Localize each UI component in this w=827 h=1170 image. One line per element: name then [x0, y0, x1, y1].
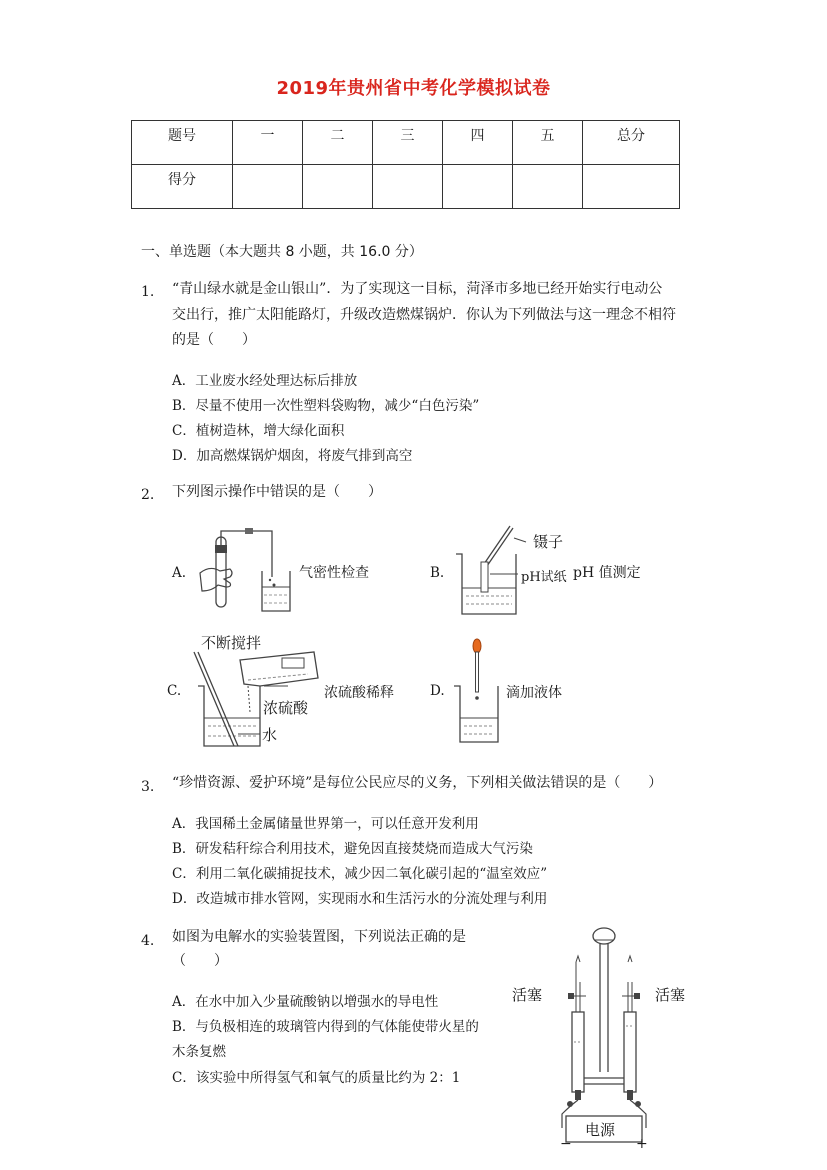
option-a[interactable]: A．在水中加入少量硫酸钠以增强水的导电性 [172, 994, 439, 1010]
option-a[interactable]: A．工业废水经处理达标后排放 [172, 373, 358, 389]
score-input-cell[interactable] [233, 165, 303, 209]
score-input-cell[interactable] [513, 165, 583, 209]
table-cell: 二 [303, 121, 373, 165]
question-number: 3. [141, 779, 155, 795]
question-text: “青山绿水就是金山银山”．为了实现这一目标，菏泽市多地已经开始实行电动公 [172, 281, 663, 297]
option-a[interactable]: A. [172, 565, 187, 581]
figure-caption: 滴加液体 [506, 685, 562, 701]
airtightness-check-figure [190, 525, 300, 615]
question-text: “珍惜资源、爱护环境”是每位公民应尽的义务，下列相关做法错误的是（ ） [172, 775, 663, 791]
question-text: 如图为电解水的实验装置图，下列说法正确的是 [172, 929, 466, 945]
question-number: 4. [141, 933, 155, 949]
score-input-cell[interactable] [443, 165, 513, 209]
table-cell: 五 [513, 121, 583, 165]
question-text: 交出行，推广太阳能路灯，升级改造燃煤锅炉．你认为下列做法与这一理念不相符 [172, 307, 676, 323]
option-d[interactable]: D. [430, 683, 445, 699]
option-c[interactable]: C. [167, 683, 182, 699]
figure-caption: 气密性检查 [299, 565, 369, 581]
option-c[interactable]: C．利用二氧化碳捕捉技术，减少因二氧化碳引起的“温室效应” [172, 866, 548, 882]
score-input-cell[interactable] [373, 165, 443, 209]
valve-label-left: 活塞 [512, 986, 543, 1004]
question-text: （ ） [172, 953, 228, 969]
option-a[interactable]: A．我国稀土金属储量世界第一，可以任意开发利用 [172, 816, 479, 832]
water-label: 水 [262, 726, 278, 744]
question-number: 2. [141, 487, 155, 503]
electrolysis-apparatus-figure [540, 922, 700, 1148]
option-b-continued: 木条复燃 [172, 1044, 226, 1060]
score-table-score-row [132, 165, 680, 209]
figure-caption: pH 值测定 [573, 565, 641, 581]
table-cell: 题号 [132, 121, 233, 165]
stir-label: 不断搅拌 [201, 634, 262, 652]
table-cell: 得分 [132, 165, 233, 209]
figure-caption: 浓硫酸稀释 [324, 685, 394, 701]
option-c[interactable]: C．该实验中所得氢气和氧气的质量比约为 2：1 [172, 1070, 461, 1086]
table-cell: 总分 [583, 121, 680, 165]
option-b[interactable]: B．研发秸秆综合利用技术，避免因直接焚烧而造成大气污染 [172, 841, 533, 857]
tweezers-label: 镊子 [533, 533, 564, 551]
option-d[interactable]: D．加高燃煤锅炉烟囱，将废气排到高空 [172, 448, 413, 464]
score-table-header-row [132, 121, 680, 165]
positive-terminal-label: + [636, 1136, 648, 1152]
option-b[interactable]: B. [430, 565, 445, 581]
option-d[interactable]: D．改造城市排水管网，实现雨水和生活污水的分流处理与利用 [172, 891, 548, 907]
question-number: 1. [141, 284, 155, 300]
score-input-cell[interactable] [303, 165, 373, 209]
section-heading: 一、单选题（本大题共 8 小题，共 16.0 分） [141, 244, 423, 260]
option-c[interactable]: C．植树造林，增大绿化面积 [172, 423, 345, 439]
question-text: 的是（ ） [172, 332, 256, 348]
table-cell: 四 [443, 121, 513, 165]
score-table [131, 120, 680, 209]
option-b[interactable]: B．尽量不使用一次性塑料袋购物，减少“白色污染” [172, 398, 480, 414]
question-text: 下列图示操作中错误的是（ ） [172, 484, 382, 500]
score-input-cell[interactable] [583, 165, 680, 209]
ph-test-figure [452, 522, 532, 617]
valve-label-right: 活塞 [655, 986, 686, 1004]
table-cell: 三 [373, 121, 443, 165]
table-cell: 一 [233, 121, 303, 165]
option-b[interactable]: B．与负极相连的玻璃管内得到的气体能使带火星的 [172, 1019, 479, 1035]
negative-terminal-label: − [560, 1136, 572, 1152]
dropper-figure [452, 638, 502, 744]
page-title: 2019年贵州省中考化学模拟试卷 [276, 78, 551, 99]
power-label: 电源 [585, 1121, 616, 1139]
ph-paper-label: pH试纸 [521, 570, 567, 585]
acid-label: 浓硫酸 [263, 699, 309, 717]
